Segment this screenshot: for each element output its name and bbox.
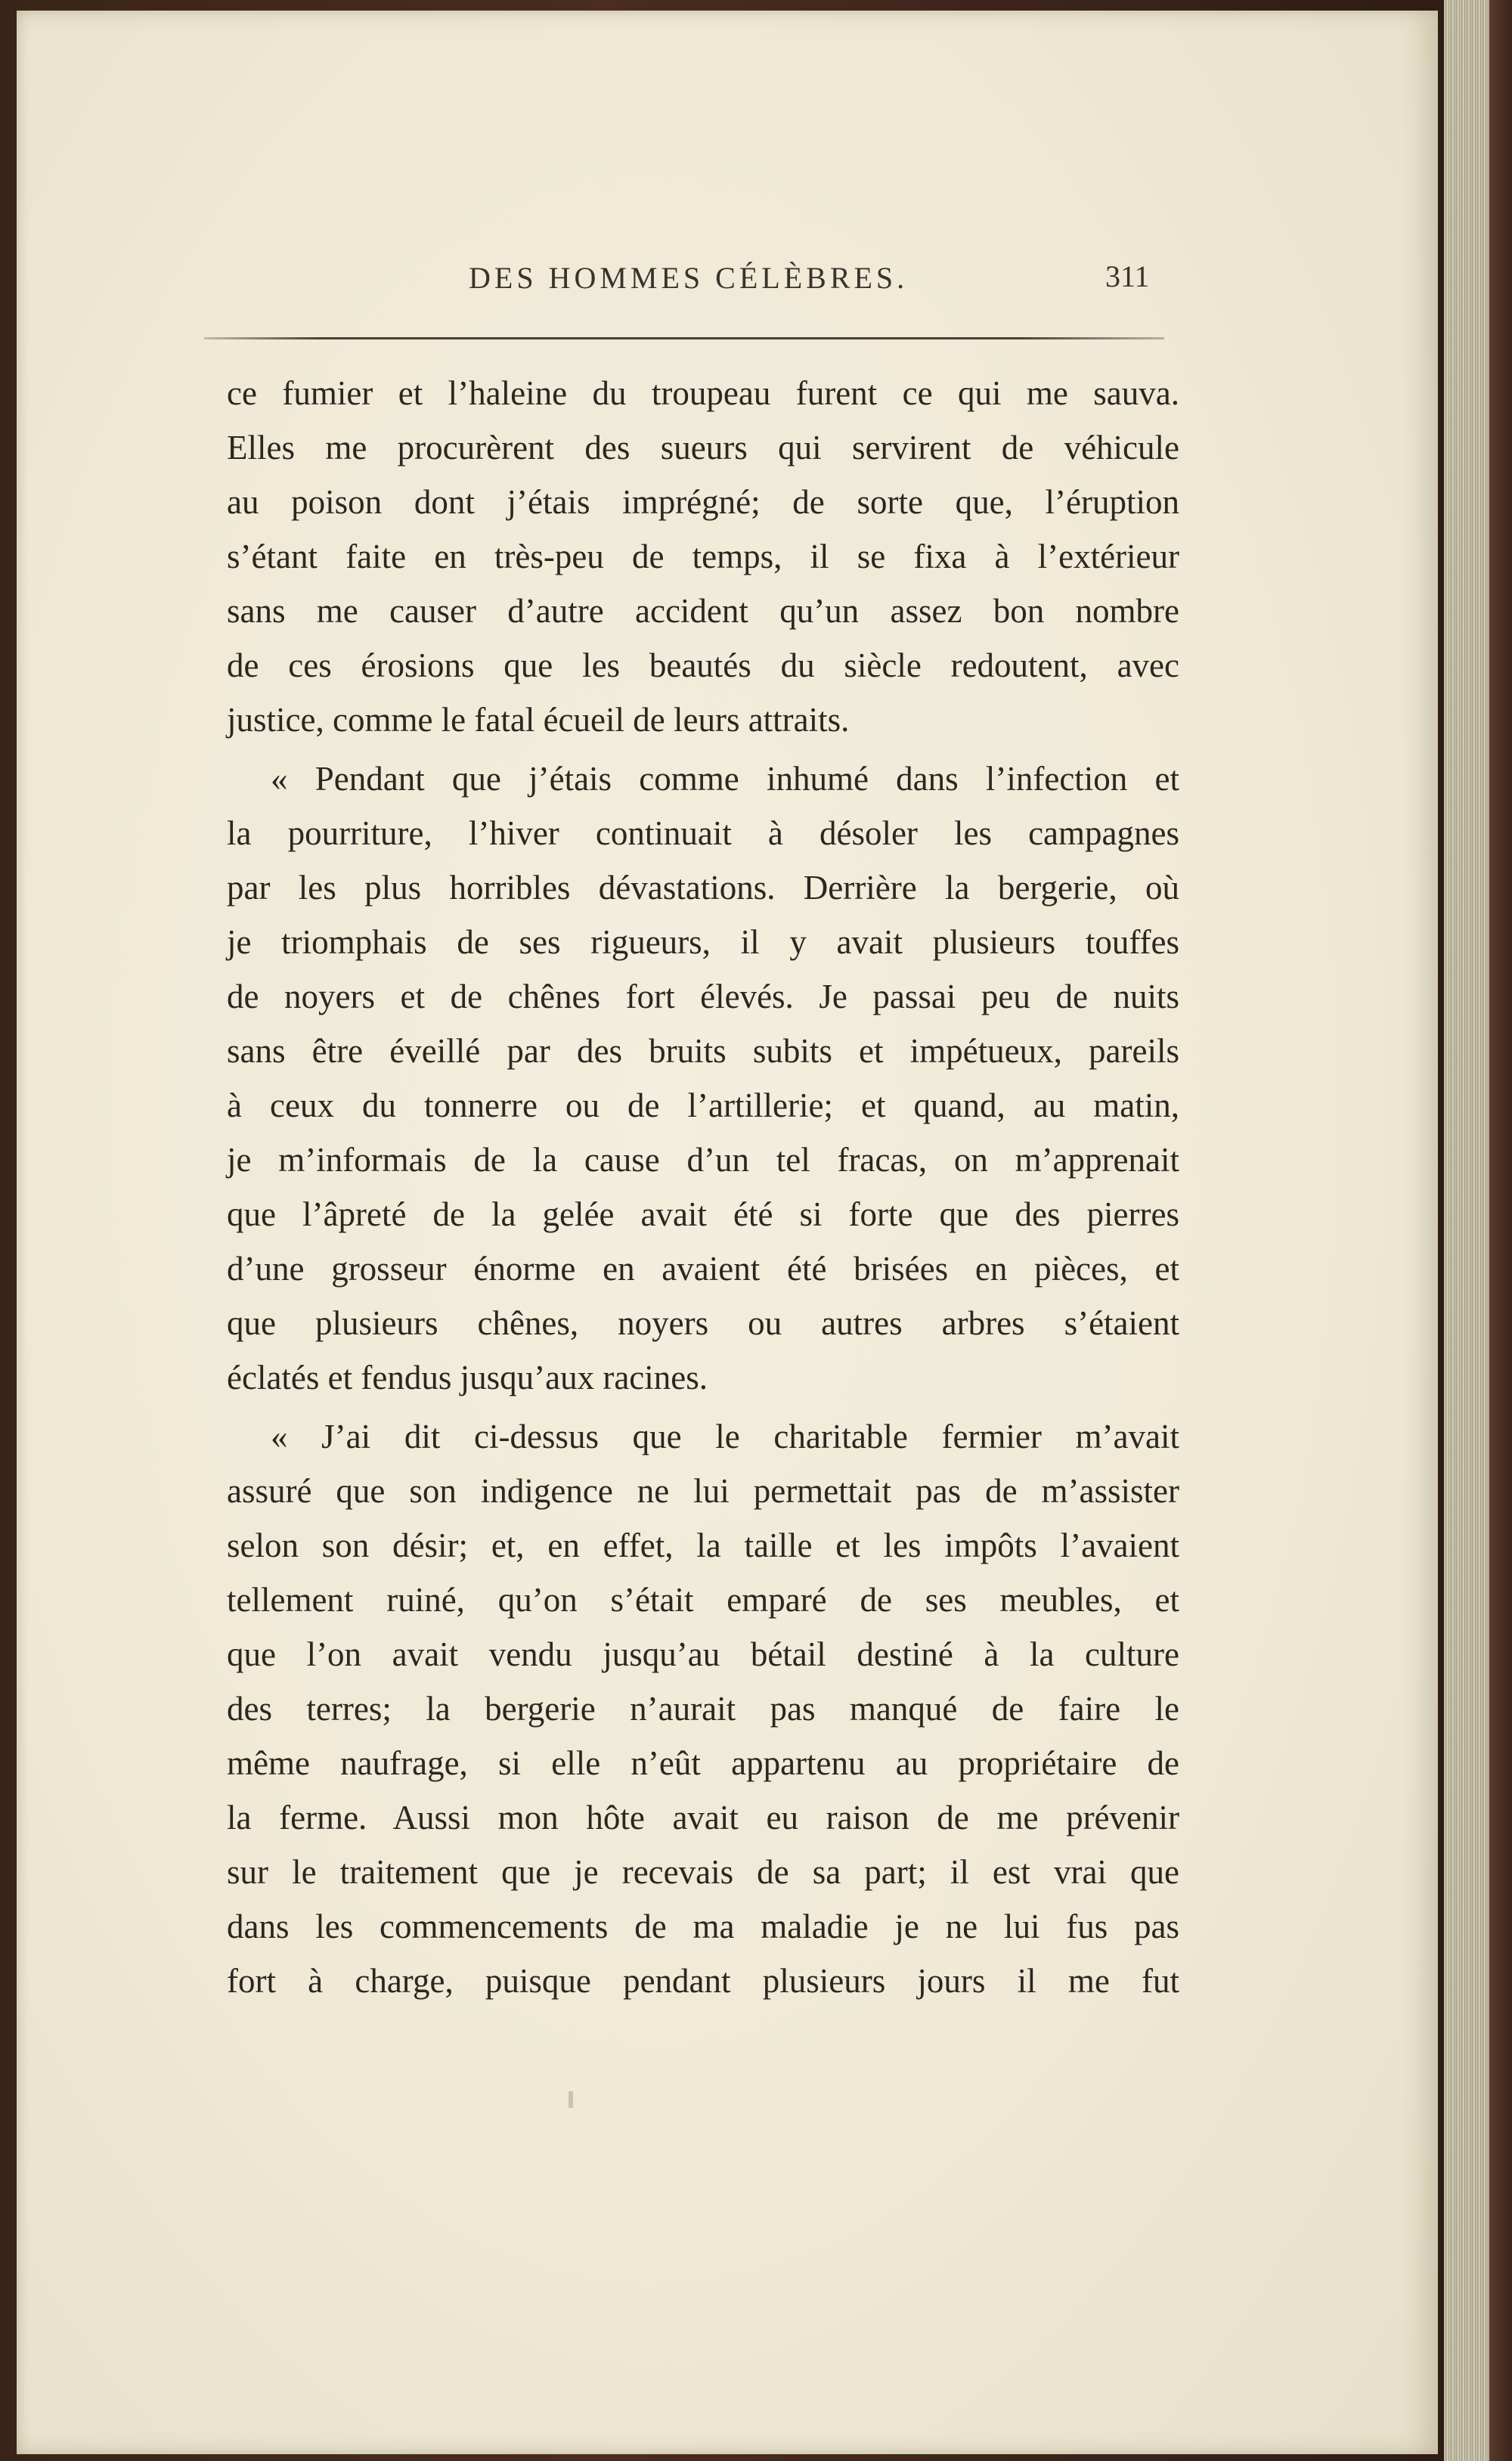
text-line: des terres; la bergerie n’aurait pas manqué de faire le [227,1690,1179,1728]
text-line: même naufrage, si elle n’eût appartenu au propriétaire de [227,1744,1179,1782]
text-line: que l’âpreté de la gelée avait été si forte que des pierres [227,1195,1179,1233]
text-line: selon son désir; et, en effet, la taille et les impôts l’avaient [227,1527,1179,1564]
text-line: je m’informais de la cause d’un tel fracas, on m’apprenait [227,1141,1179,1179]
text-line: à ceux du tonnerre ou de l’artillerie; et quand, au matin, [227,1086,1179,1124]
text-line: la ferme. Aussi mon hôte avait eu raison de me prévenir [227,1799,1179,1836]
text-line: Elles me procurèrent des sueurs qui servirent de véhicule [227,429,1179,466]
text-line: tellement ruiné, qu’on s’était emparé de ses meubles, et [227,1581,1179,1619]
text-line: la pourriture, l’hiver continuait à désoler les campagnes [227,814,1179,852]
book-page [17,11,1438,2454]
paragraph [227,366,1179,747]
book-cover-edge [1489,0,1512,2461]
text-line: « Pendant que j’étais comme inhumé dans l’infection et [271,760,1179,798]
text-line: ce fumier et l’haleine du troupeau furent ce qui me sauva. [227,374,1179,412]
text-line: que plusieurs chênes, noyers ou autres arbres s’étaient [227,1304,1179,1342]
paragraph [227,752,1179,1405]
text-line: assuré que son indigence ne lui permettait pas de m’assister [227,1472,1179,1510]
text-line: dans les commencements de ma maladie je ne lui fus pas [227,1908,1179,1945]
page-number: 311 [1105,259,1150,293]
text-line: justice, comme le fatal écueil de leurs attraits. [227,701,850,739]
text-line: je triomphais de ses rigueurs, il y avait plusieurs touffes [227,923,1179,961]
text-line: sans me causer d’autre accident qu’un assez bon nombre [227,592,1179,630]
body-text [227,366,1179,2008]
text-line: sans être éveillé par des bruits subits et impétueux, pareils [227,1032,1179,1070]
text-line: par les plus horribles dévastations. Derrière la bergerie, où [227,869,1179,907]
paragraph [227,1409,1179,2008]
text-line: d’une grosseur énorme en avaient été brisées en pièces, et [227,1250,1179,1288]
text-line: au poison dont j’étais imprégné; de sorte que, l’éruption [227,483,1179,521]
text-line: de noyers et de chênes fort élevés. Je passai peu de nuits [227,978,1179,1015]
text-line: « J’ai dit ci-dessus que le charitable fermier m’avait [271,1418,1179,1455]
header-rule [204,337,1164,339]
text-line: de ces érosions que les beautés du siècle redoutent, avec [227,646,1179,684]
page-header [17,11,1438,328]
ink-mark [569,2091,573,2108]
text-line: fort à charge, puisque pendant plusieurs jours il me fut [227,1962,1179,2000]
running-head: DES HOMMES CÉLÈBRES. [469,261,909,295]
text-line: éclatés et fendus jusqu’aux racines. [227,1359,708,1396]
text-line: sur le traitement que je recevais de sa part; il est vrai que [227,1853,1179,1891]
text-line: s’étant faite en très-peu de temps, il se fixa à l’extérieur [227,538,1179,575]
text-line: que l’on avait vendu jusqu’au bétail destiné à la culture [227,1635,1179,1673]
